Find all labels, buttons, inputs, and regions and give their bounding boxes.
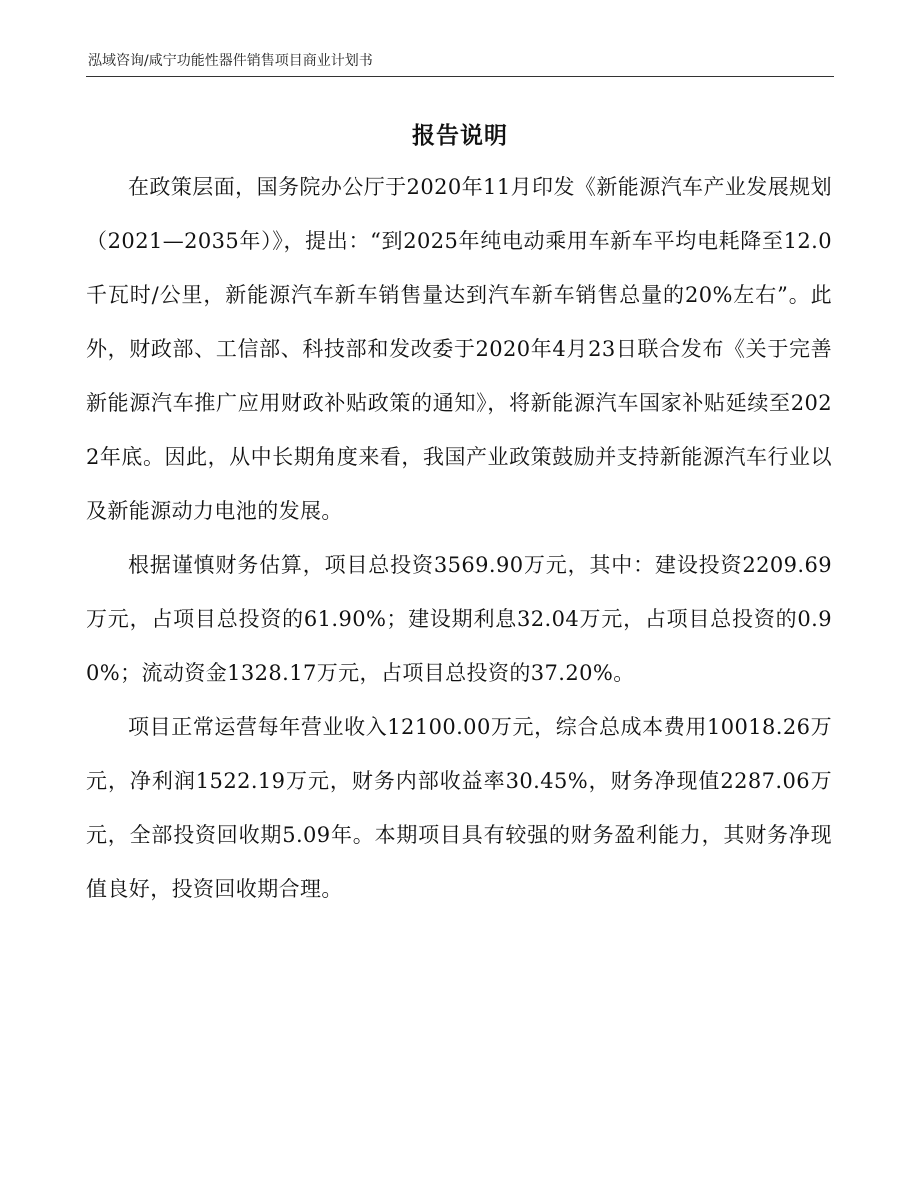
paragraph-policy: 在政策层面，国务院办公厅于2020年11月印发《新能源汽车产业发展规划（2021—2035年）》，提出：“到2025年纯电动乘用车新车平均电耗降至12.0千瓦时/公里，新能源汽车新车销售量达到汽车新车销售总量的20%左右”。此外，财政部、工信部、科技部和发改委于2020年4月23日联合发布《关于完善新能源汽车推广应用财政补贴政策的通知》，将新能源汽车国家补贴延续至2022年底。因此，从中长期角度来看，我国产业政策鼓励并支持新能源汽车行业以及新能源动力电池的发展。 [86, 175, 832, 523]
report-body [86, 160, 832, 916]
header-divider [86, 76, 834, 77]
paragraph-investment: 根据谨慎财务估算，项目总投资3569.90万元，其中：建设投资2209.69万元，占项目总投资的61.90%；建设期利息32.04万元，占项目总投资的0.90%；流动资金1328.17万元，占项目总投资的37.20%。 [86, 553, 832, 685]
running-header: 泓域咨询/咸宁功能性器件销售项目商业计划书 [88, 53, 373, 69]
page-title: 报告说明 [412, 123, 508, 149]
paragraph-financials: 项目正常运营每年营业收入12100.00万元，综合总成本费用10018.26万元，净利润1522.19万元，财务内部收益率30.45%，财务净现值2287.06万元，全部投资回收期5.09年。本期项目具有较强的财务盈利能力，其财务净现值良好，投资回收期合理。 [86, 715, 832, 901]
